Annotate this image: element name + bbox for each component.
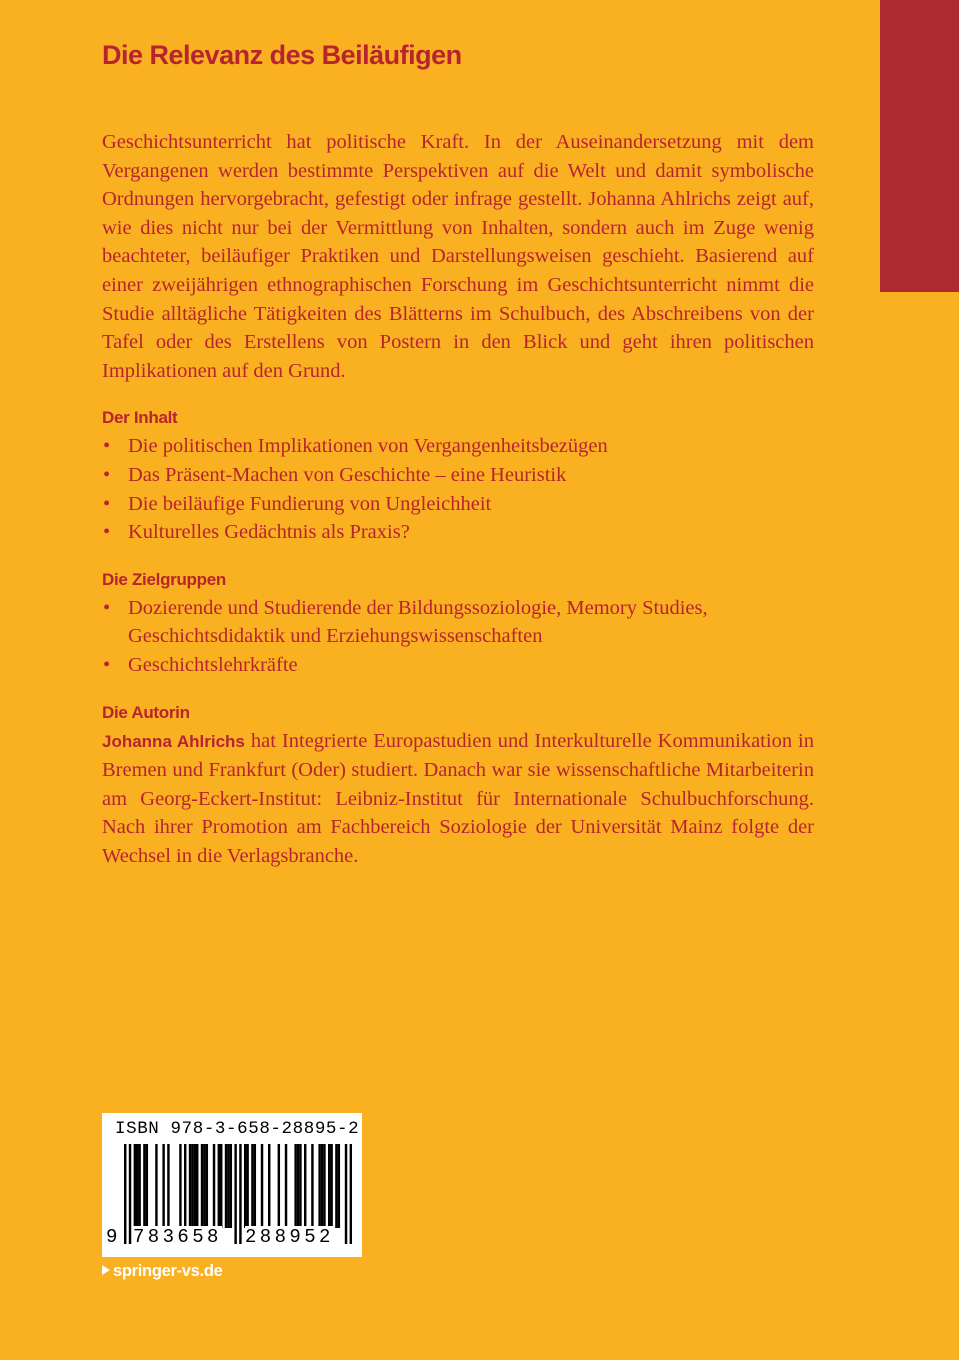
list-item: • Das Präsent-Machen von Geschichte – eine Heuristik <box>102 461 814 490</box>
publisher-website[interactable] <box>102 1262 223 1281</box>
ean-right-digits: 288952 <box>245 1226 334 1248</box>
isbn-barcode <box>102 1113 362 1257</box>
author-name: Johanna Ahlrichs <box>102 731 245 751</box>
intro-paragraph: Geschichtsunterricht hat politische Kraft. In der Auseinandersetzung mit dem Vergangenen werden bestimmte Perspektiven auf die Welt und damit symbolische Ordnungen hervorgebracht, gefestigt oder infrage gestellt. Johanna Ahlrichs zeigt auf, wie dies nicht nur bei der Vermittlung von Inhalten, sondern auch im Zuge wenig beachteter, beiläufiger Praktiken und Darstellungsweisen geschieht. Basierend auf einer zweijährigen ethnographischen Forschung im Geschichtsunterricht nimmt die Studie alltägliche Tätigkeiten des Blätterns im Schulbuch, des Abschreibens von der Tafel oder des Erstellens von Postern in den Blick und geht ihren politischen Implikationen auf den Grund. <box>102 131 814 382</box>
arrow-right-icon <box>102 1265 110 1275</box>
website-text: springer-vs.de <box>113 1262 223 1280</box>
book-title: Die Relevanz des Beiläufigen <box>102 40 462 70</box>
red-accent-tab <box>880 0 959 292</box>
list-item: • Dozierende und Studierende der Bildungssoziologie, Memory Studies, Geschichtsdidaktik und Erziehungswissenschaften <box>102 594 814 651</box>
list-item: • Kulturelles Gedächtnis als Praxis? <box>102 518 814 547</box>
list-item: • Die politischen Implikationen von Vergangenheitsbezügen <box>102 432 814 461</box>
inhalt-heading: Der Inhalt <box>102 408 178 428</box>
zielgruppen-heading: Die Zielgruppen <box>102 569 226 589</box>
autorin-heading: Die Autorin <box>102 702 190 722</box>
ean-left-digits: 783658 <box>133 1226 222 1248</box>
back-cover-text <box>102 128 814 870</box>
author-bio <box>102 727 814 871</box>
list-item: • Die beiläufige Fundierung von Ungleichheit <box>102 490 814 519</box>
author-bio-text: hat Integrierte Europastudien und Interkulturelle Kommunikation in Bremen und Frankfurt (Oder) studiert. Danach war sie wissenschaftliche Mitarbeiterin am Georg-Eckert-Institut: Leibniz-Institut für Internationale Schulbuchforschung. Nach ihrer Promotion am Fachbereich Soziologie der Universität Mainz folgte der Wechsel in die Verlagsbranche. <box>102 729 815 867</box>
zielgruppen-list <box>102 594 814 680</box>
ean-digits <box>102 1113 362 1257</box>
list-item: • Geschichtslehrkräfte <box>102 651 814 680</box>
ean-first-digit: 9 <box>106 1226 118 1248</box>
isbn-label: ISBN 978-3-658-28895-2 <box>115 1119 360 1139</box>
inhalt-list <box>102 432 814 546</box>
